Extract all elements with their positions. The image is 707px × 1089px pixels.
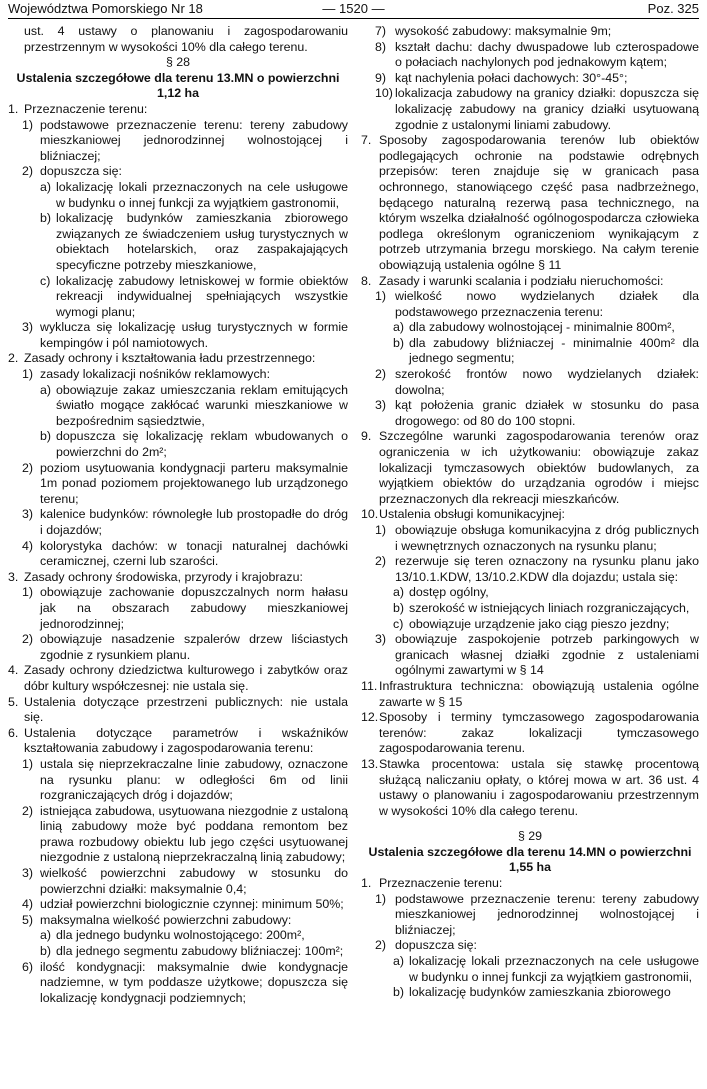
list-item [361, 507, 699, 523]
list-item [8, 118, 348, 165]
item-text: Ustalenia obsługi komunikacyjnej: [379, 507, 565, 522]
item-marker: 3) [375, 398, 387, 413]
list-item [8, 351, 348, 367]
item-marker: 6) [22, 959, 34, 974]
item-marker: 2) [22, 632, 34, 647]
item-marker: 2) [375, 938, 387, 953]
item-marker: 1) [375, 523, 387, 537]
item-marker: a) [393, 954, 405, 969]
section-number: § 28 [165, 55, 191, 70]
item-text: kolorystyka dachów: w tonacji naturalnej dachówki ceramicznej, czerni lub szarości. [40, 538, 348, 569]
item-text: Zasady ochrony i kształtowania ładu przestrzennego: [24, 351, 316, 366]
item-marker: 1) [22, 585, 34, 600]
item-text: Ustalenia dotyczące parametrów i wskaźników kształtowania zabudowy i zagospodarowania terenu: [24, 725, 348, 756]
item-text: wyklucza się lokalizację usług turystycznych w formie kempingów i pól namiotowych. [40, 320, 348, 350]
list-item [8, 897, 348, 913]
item-marker: 8) [375, 39, 387, 54]
item-marker: 10. [361, 507, 379, 522]
list-item [361, 876, 699, 892]
list-item [361, 429, 699, 507]
item-marker: 10) [375, 86, 393, 101]
item-text: szerokość frontów nowo wydzielanych działek: dowolna; [395, 367, 699, 397]
item-marker: 1) [375, 289, 387, 304]
item-marker: 3) [375, 632, 387, 647]
item-marker: 9) [375, 70, 387, 85]
item-marker: 1) [375, 891, 387, 906]
item-text: lokalizację lokali przeznaczonych na cele usługowe w budynku o innej funkcji za wyjątkiem gastronomii, [409, 954, 699, 984]
item-text: dopuszcza się: [40, 164, 122, 179]
list-item [8, 928, 348, 944]
section-number: § 29 [517, 829, 543, 844]
item-marker: 2. [8, 351, 19, 366]
list-item [361, 398, 699, 429]
list-item [361, 710, 699, 757]
item-marker: a) [40, 928, 52, 943]
list-item [361, 40, 699, 71]
item-text: ustala się nieprzekraczalne linie zabudowy, oznaczone na rysunku planu: w odległości 6m od linii rozgraniczających dróg i dojazdów; [40, 756, 348, 803]
item-text: Infrastruktura techniczna: obowiązują ustalenia ogólne zawarte w § 15 [379, 678, 699, 709]
list-item [361, 585, 699, 601]
list-item [361, 367, 699, 398]
item-text: Sposoby i terminy tymczasowego zagospodarowania terenów: zakaz lokalizacji tymczasowego zagospodarowania terenu. [379, 710, 699, 756]
list-item [8, 632, 348, 663]
item-marker: 2) [375, 367, 387, 382]
item-text: dostęp ogólny, [409, 585, 489, 600]
item-marker: 12. [361, 710, 379, 725]
item-marker: 1) [22, 117, 34, 132]
left-column [8, 24, 348, 1006]
item-marker: b) [393, 335, 405, 350]
item-text: poziom usytuowania kondygnacji parteru maksymalnie 1m ponad poziomem projektowanego lub urządzonego terenu; [40, 460, 348, 506]
section-heading: Ustalenia szczegółowe dla terenu 14.MN o powierzchni 1,55 ha [368, 844, 692, 875]
item-text: kąt położenia granic działek w stosunku do pasa drogowego: od 80 do 100 stopni. [395, 398, 699, 428]
item-text: obowiązuje zachowanie dopuszczalnych norm hałasu jak na obszarach zabudowy mieszkaniowej jednorodzinnej; [40, 585, 348, 631]
item-text: Sposoby zagospodarowania terenów lub obiektów podlegających ochronie na podstawie odrębnych przepisów: teren znajduje się w granicach pasa ochronnego, stanowiącego część pasa nadbrzeżnego, będącego naturalną rezerwą pasa technicznego, na którym wszelka działalność ogólnogospodarcza człowieka podlega określonym ograniczeniom wynikającym z potrzeb utrzymania brzegu morskiego. Na całym terenie obowiązują ustalenia ogólne § 11 [379, 133, 699, 272]
item-text: dla zabudowy wolnostojącej - minimalnie 800m², [409, 320, 675, 335]
list-item [8, 804, 348, 866]
item-marker: 7. [361, 133, 372, 148]
list-item [8, 960, 348, 1007]
list-item [8, 539, 348, 570]
item-text: Przeznaczenie terenu: [24, 101, 148, 116]
item-marker: 4) [22, 897, 34, 912]
item-text: lokalizację budynków zamieszkania zbiorowego [409, 985, 671, 1000]
item-text: obowiązuje urządzenie jako ciąg pieszo jezdny; [409, 616, 670, 631]
list-item [8, 367, 348, 383]
list-item [8, 429, 348, 460]
item-marker: 7) [375, 24, 387, 38]
item-text: kalenice budynków: równoległe lub prostopadłe do dróg i dojazdów; [40, 507, 348, 537]
item-text: szerokość w istniejących liniach rozgraniczających, [409, 600, 690, 615]
list-item [361, 24, 699, 40]
item-marker: a) [393, 320, 405, 335]
list-item [361, 289, 699, 320]
page-header [8, 0, 699, 19]
item-marker: 3. [8, 569, 19, 584]
item-marker: c) [393, 616, 404, 631]
journal-title: Województwa Pomorskiego Nr 18 [8, 1, 203, 16]
item-marker: 1) [22, 367, 34, 382]
item-marker: b) [40, 944, 52, 959]
item-text: udział powierzchni biologicznie czynnej: minimum 50%; [40, 897, 344, 912]
item-text: lokalizację zabudowy letniskowej w formie obiektów rekreacji indywidualnej spełniających wszystkie wymogi planu; [56, 273, 348, 319]
item-text: ilość kondygnacji: maksymalnie dwie kondygnacje nadziemne, w tym poddasze użytkowe; dopuszcza się lokalizację kondygnacji podziemnych; [40, 959, 348, 1005]
item-marker: 6. [8, 725, 19, 740]
list-item [361, 617, 699, 633]
item-text: maksymalna wielkość powierzchni zabudowy: [40, 912, 292, 927]
item-marker: 8. [361, 273, 372, 288]
list-item [361, 985, 699, 1001]
item-text: podstawowe przeznaczenie terenu: tereny zabudowy mieszkaniowej jednorodzinnej wolnostojącej i bliźniaczej; [395, 891, 699, 937]
item-marker: 1. [8, 101, 19, 116]
list-item [8, 507, 348, 538]
right-column [361, 24, 699, 1001]
list-item [8, 585, 348, 632]
list-item [8, 944, 348, 960]
item-text: wielkość powierzchni zabudowy w stosunku do powierzchni działki: maksymalnie 0,4; [40, 866, 348, 896]
item-marker: b) [393, 985, 405, 1000]
item-text: Szczególne warunki zagospodarowania terenów oraz ograniczenia w ich użytkowaniu: obowiązuje zakaz lokalizacji tymczasowych obiektów budowlanych, za wyjątkiem obiektów do urządzania ogrodów i miejsc przeznaczonych dla rekreacji mieszkańców. [379, 429, 699, 506]
item-marker: a) [40, 179, 52, 194]
item-text: Zasady ochrony dziedzictwa kulturowego i zabytków oraz dóbr kultury współczesnej: nie ustala się. [24, 663, 348, 693]
item-marker: 9. [361, 429, 372, 444]
item-marker: b) [40, 211, 52, 226]
list-item [8, 164, 348, 180]
item-text: lokalizację lokali przeznaczonych na cele usługowe w budynku o innej funkcji za wyjątkiem gastronomii, [56, 179, 348, 210]
list-item [361, 86, 699, 133]
list-item [8, 102, 348, 118]
list-item [8, 570, 348, 586]
item-marker: 3) [22, 866, 34, 881]
list-item [8, 320, 348, 351]
list-item [8, 695, 348, 726]
item-text: lokalizację budynków zamieszkania zbiorowego związanych ze świadczeniem usług turystycznych w obiektach hotelarskich, oraz zaspakajających specyficzne potrzeby mieszkaniowe, [56, 211, 348, 272]
item-text: dopuszcza się: [395, 938, 477, 953]
list-item [8, 726, 348, 757]
list-item [361, 632, 699, 679]
item-text: kształt dachu: dachy dwuspadowe lub czterospadowe o połaciach nachylonych pod jednakowym kątem; [395, 39, 699, 70]
list-item [361, 274, 699, 290]
position-number: Poz. 325 [647, 1, 699, 16]
item-text: istniejąca zabudowa, usytuowana niezgodnie z ustaloną linią zabudowy może być poddana remontom bez prawa rozbudowy obiektu lub jego części usytuowanej niezgodnie z ustaloną nieprzekraczalną linią zabudowy; [40, 803, 348, 865]
item-text: wielkość nowo wydzielanych działek dla podstawowego przeznaczenia terenu: [395, 289, 699, 319]
item-marker: 2) [22, 803, 34, 818]
list-item [8, 866, 348, 897]
list-item [361, 601, 699, 617]
list-item [8, 663, 348, 694]
item-marker: 4) [22, 538, 34, 553]
page-number: — 1520 — [322, 1, 385, 16]
item-marker: 3) [22, 507, 34, 522]
item-text: Stawka procentowa: ustala się stawkę procentową służącą naliczaniu opłaty, o której mowa w art. 36 ust. 4 ustawy o planowaniu i zagospodarowaniu przestrzennym w wysokości 10% dla całego terenu. [379, 756, 699, 818]
section-heading: Ustalenia szczegółowe dla terenu 13.MN o powierzchni 1,12 ha [16, 70, 340, 101]
list-item [361, 757, 699, 819]
list-item [361, 679, 699, 710]
list-item [8, 461, 348, 508]
item-marker: 1. [361, 876, 372, 891]
list-item [8, 757, 348, 804]
item-text: podstawowe przeznaczenie terenu: tereny zabudowy mieszkaniowej jednorodzinnej wolnostojącej i bliźniaczej; [40, 117, 348, 163]
item-text: dla jednego segmentu zabudowy bliźniaczej: 100m²; [56, 944, 344, 959]
item-marker: b) [393, 600, 405, 615]
item-text: obowiązuje obsługa komunikacyjna z dróg publicznych i wewnętrznych oznaczonych na rysunku planu; [395, 523, 699, 553]
paragraph-continuation: ust. 4 ustawy o planowaniu i zagospodarowaniu przestrzennym w wysokości 10% dla całego terenu. [24, 24, 348, 54]
item-marker: 2) [22, 460, 34, 475]
item-text: rezerwuje się teren oznaczony na rysunku planu jako 13/10.1.KDW, 13/10.2.KDW dla dojazdu; ustala się: [395, 554, 699, 584]
list-item [361, 71, 699, 87]
list-item [361, 554, 699, 585]
item-text: dla zabudowy bliźniaczej - minimalnie 400m² dla jednego segmentu; [409, 335, 699, 366]
list-item [8, 211, 348, 273]
item-marker: c) [40, 273, 51, 288]
item-marker: 11. [361, 678, 378, 693]
item-marker: 2) [22, 164, 34, 179]
list-item [361, 133, 699, 273]
item-text: Zasady i warunki scalania i podziału nieruchomości: [379, 273, 664, 288]
item-text: lokalizacja zabudowy na granicy działki: dopuszcza się lokalizację zabudowy na granicy działki usytuowaną zgodnie z ustalonymi liniami zabudowy. [395, 86, 699, 132]
list-item [8, 913, 348, 929]
item-text: Ustalenia dotyczące przestrzeni publicznych: nie ustala się. [24, 694, 348, 725]
item-marker: 5) [22, 912, 34, 927]
item-text: dla jednego budynku wolnostojącego: 200m², [56, 928, 305, 943]
list-item [361, 320, 699, 336]
item-marker: b) [40, 429, 52, 444]
item-text: wysokość zabudowy: maksymalnie 9m; [395, 24, 612, 38]
item-marker: 3) [22, 320, 34, 335]
list-item [8, 274, 348, 321]
list-item [361, 954, 699, 985]
item-text: obowiązuje nasadzenie szpalerów drzew liściastych zgodnie z rysunkiem planu. [40, 632, 348, 662]
list-item [8, 383, 348, 430]
item-marker: 4. [8, 663, 19, 678]
list-item [361, 336, 699, 367]
item-text: dopuszcza się lokalizację reklam wbudowanych o powierzchni do 2m²; [56, 429, 348, 460]
item-text: Zasady ochrony środowiska, przyrody i krajobrazu: [24, 569, 303, 584]
item-text: obowiązuje zaspokojenie potrzeb parkingowych w granicach własnej działki zgodnie z ustaleniami ogólnymi zawartymi w § 14 [395, 632, 699, 678]
item-text: obowiązuje zakaz umieszczania reklam emitujących światło mogące zakłócać warunki mieszkaniowe w bezpośrednim sąsiedztwie, [56, 382, 348, 428]
item-marker: 5. [8, 694, 19, 709]
item-text: Przeznaczenie terenu: [379, 876, 503, 891]
list-item [361, 523, 699, 554]
item-text: kąt nachylenia połaci dachowych: 30°-45°; [395, 70, 628, 85]
right-item-list [361, 24, 699, 819]
left-item-list [8, 102, 348, 1006]
item-marker: a) [393, 585, 405, 600]
right-item-list-2 [361, 876, 699, 1001]
item-text: zasady lokalizacji nośników reklamowych: [40, 367, 271, 382]
item-marker: 1) [22, 756, 34, 771]
list-item [361, 938, 699, 954]
item-marker: 2) [375, 554, 387, 569]
list-item [8, 180, 348, 211]
list-item [361, 892, 699, 939]
item-marker: a) [40, 382, 52, 397]
item-marker: 13. [361, 756, 379, 771]
